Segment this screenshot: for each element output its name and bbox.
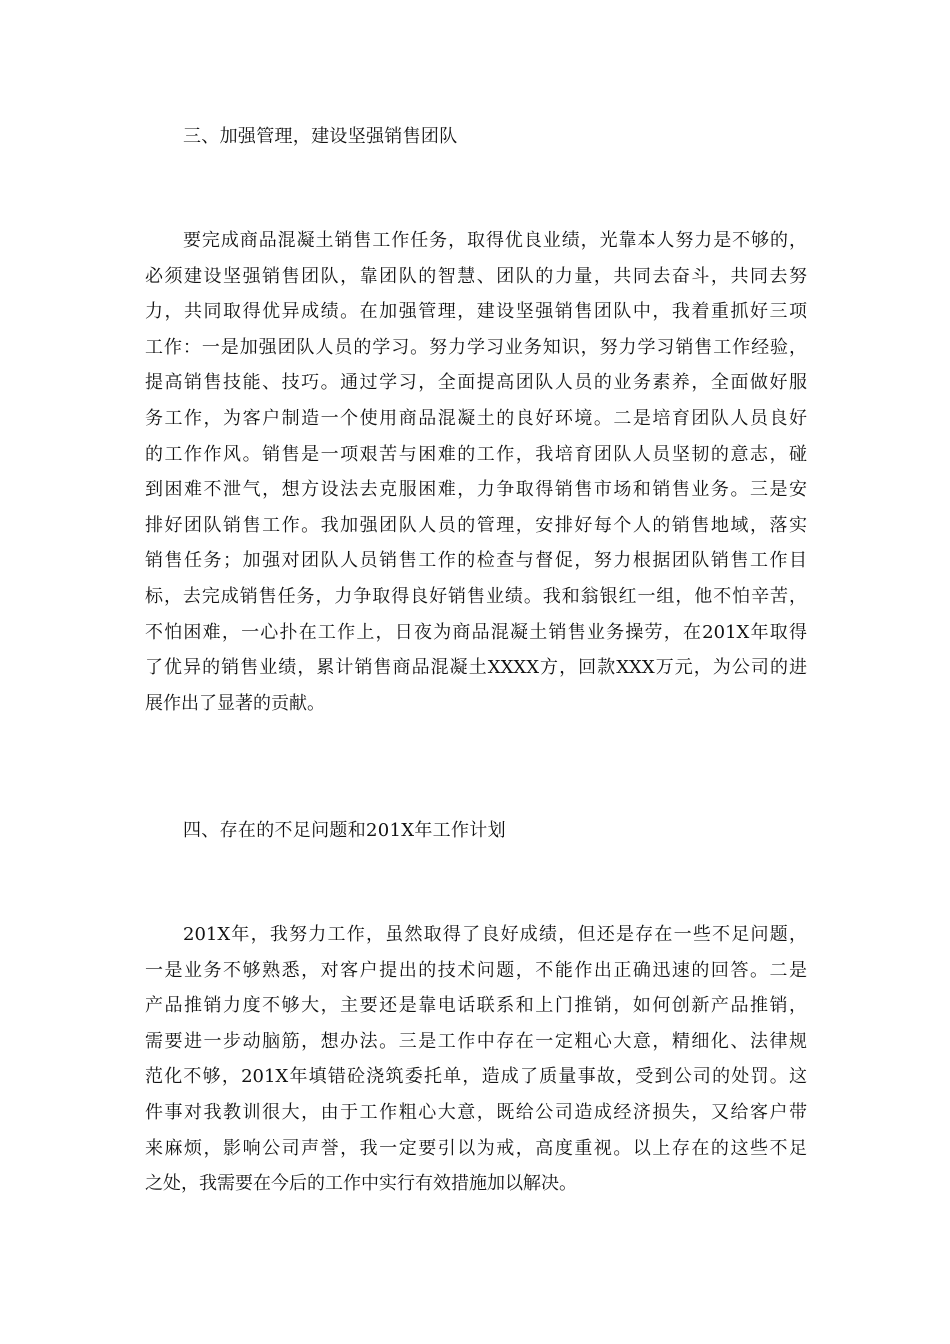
section-paragraph-3 (145, 223, 807, 721)
paragraph-line: 必须建设坚强销售团队，靠团队的智慧、团队的力量，共同去奋斗，共同去努 (145, 265, 807, 287)
paragraph-line: 范化不够，201X年填错砼浇筑委托单，造成了质量事故，受到公司的处罚。这 (145, 1066, 807, 1088)
paragraph-line: 了优异的销售业绩，累计销售商品混凝土XXXX方，回款XXX万元，为公司的进 (145, 657, 807, 679)
paragraph-line: 销售任务；加强对团队人员销售工作的检查与督促，努力根据团队销售工作目 (145, 550, 807, 572)
paragraph-line: 提高销售技能、技巧。通过学习，全面提高团队人员的业务素养，全面做好服 (145, 372, 807, 394)
paragraph-line: 务工作，为客户制造一个使用商品混凝土的良好环境。二是培育团队人员良好 (145, 407, 807, 429)
paragraph-line: 201X年，我努力工作，虽然取得了良好成绩，但还是存在一些不足问题， (183, 924, 807, 945)
paragraph-line: 一是业务不够熟悉，对客户提出的技术问题，不能作出正确迅速的回答。二是 (145, 959, 807, 981)
paragraph-line: 排好团队销售工作。我加强团队人员的管理，安排好每个人的销售地域，落实 (145, 514, 807, 536)
paragraph-line: 需要进一步动脑筋，想办法。三是工作中存在一定粗心大意，精细化、法律规 (145, 1030, 807, 1052)
paragraph-line: 来麻烦，影响公司声誉，我一定要引以为戒，高度重视。以上存在的这些不足 (145, 1137, 807, 1159)
paragraph-line: 件事对我教训很大，由于工作粗心大意，既给公司造成经济损失，又给客户带 (145, 1101, 807, 1123)
paragraph-line: 之处，我需要在今后的工作中实行有效措施加以解决。 (145, 1173, 577, 1195)
paragraph-line: 力，共同取得优异成绩。在加强管理，建设坚强销售团队中，我着重抓好三项 (145, 301, 807, 323)
section-heading-3: 三、加强管理，建设坚强销售团队 (183, 126, 458, 147)
paragraph-line: 到困难不泄气，想方设法去克服困难，力争取得销售市场和销售业务。三是安 (145, 479, 807, 501)
paragraph-line: 的工作作风。销售是一项艰苦与困难的工作，我培育团队人员坚韧的意志，碰 (145, 443, 807, 465)
paragraph-line: 展作出了显著的贡献。 (145, 692, 325, 714)
paragraph-line: 要完成商品混凝土销售工作任务，取得优良业绩，光靠本人努力是不够的， (183, 230, 807, 251)
paragraph-line: 工作：一是加强团队人员的学习。努力学习业务知识，努力学习销售工作经验， (145, 336, 807, 358)
section-heading-4: 四、存在的不足问题和201X年工作计划 (183, 820, 506, 841)
paragraph-line: 标，去完成销售任务，力争取得良好销售业绩。我和翁银红一组，他不怕辛苦， (145, 585, 807, 607)
paragraph-line: 不怕困难，一心扑在工作上，日夜为商品混凝土销售业务操劳，在201X年取得 (145, 621, 807, 643)
paragraph-line: 产品推销力度不够大，主要还是靠电话联系和上门推销，如何创新产品推销， (145, 995, 807, 1017)
section-paragraph-4 (145, 917, 807, 1202)
